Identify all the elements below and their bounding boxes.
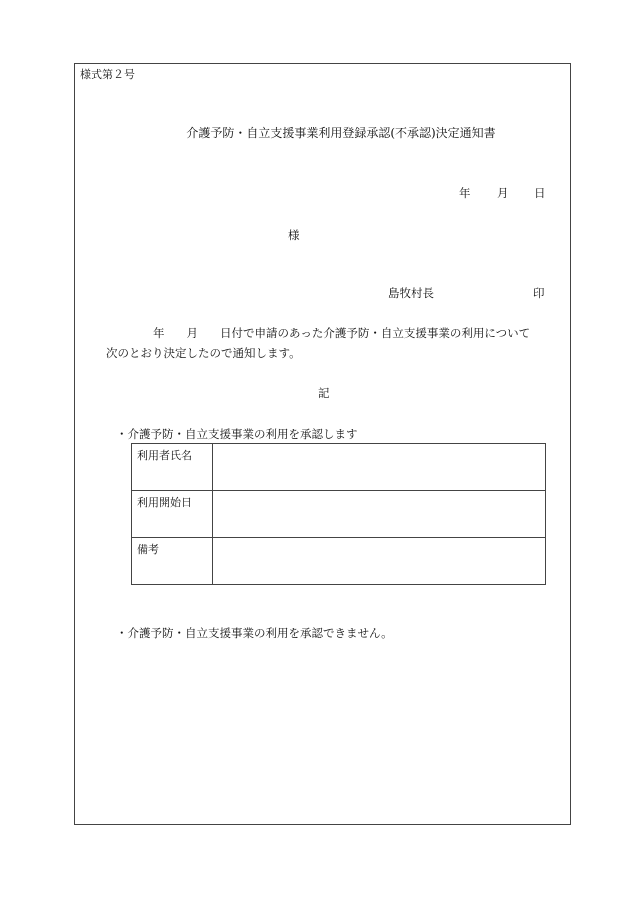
body-line-2: 次のとおり決定したので通知します。	[106, 346, 301, 360]
reject-heading: ・介護予防・自立支援事業の利用を承認できません。	[116, 626, 393, 640]
table-row	[132, 538, 546, 585]
row-label: 備考	[132, 538, 213, 585]
date-day-label: 日	[534, 186, 546, 200]
seal-mark: 印	[533, 286, 545, 300]
body-year: 年	[153, 326, 165, 340]
date-year-label: 年	[459, 186, 471, 200]
row-label: 利用者氏名	[132, 444, 213, 491]
row-value[interactable]	[213, 444, 546, 491]
approval-table	[131, 443, 546, 585]
date-month-label: 月	[497, 186, 509, 200]
row-value[interactable]	[213, 491, 546, 538]
table-row	[132, 491, 546, 538]
document-title: 介護予防・自立支援事業利用登録承認(不承認)決定通知書	[186, 126, 496, 140]
row-value[interactable]	[213, 538, 546, 585]
body-line-1	[153, 326, 530, 341]
approve-heading: ・介護予防・自立支援事業の利用を承認します	[116, 427, 358, 441]
issuer-name: 島牧村長	[388, 286, 434, 300]
row-label: 利用開始日	[132, 491, 213, 538]
addressee-suffix: 様	[288, 228, 300, 242]
form-number: 様式第２号	[80, 68, 135, 81]
body-rest: 日付で申請のあった介護予防・自立支援事業の利用について	[220, 326, 531, 340]
ki-heading: 記	[318, 386, 330, 400]
table-row	[132, 444, 546, 491]
body-month: 月	[186, 326, 198, 340]
